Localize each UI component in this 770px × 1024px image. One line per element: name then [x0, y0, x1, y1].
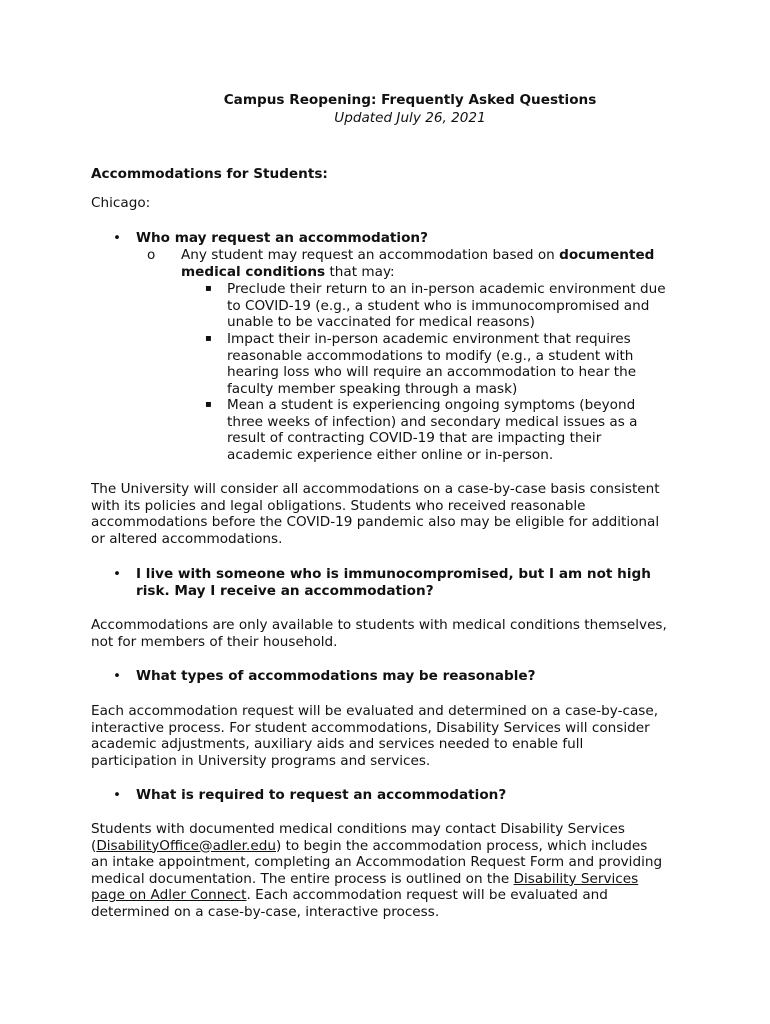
text-segment: three weeks of infection) and secondary medical issues as a	[227, 413, 638, 430]
text-line	[227, 397, 637, 414]
text-line	[136, 583, 651, 600]
text-line	[181, 264, 654, 281]
paragraph	[91, 703, 658, 769]
paragraph	[91, 821, 662, 921]
circle-bullet-icon: o	[147, 247, 156, 263]
text-segment: (	[91, 837, 97, 854]
text-line	[91, 753, 658, 770]
text-line	[91, 736, 658, 753]
text-segment: academic experience either online or in-person.	[227, 446, 554, 463]
square-bullet-icon: ▪	[205, 399, 212, 410]
text-segment: documented	[559, 247, 655, 263]
text-segment: accommodations before the COVID-19 pandemic also may be eligible for additional	[91, 514, 660, 531]
text-segment: that may:	[325, 263, 395, 280]
text-line	[136, 230, 428, 247]
list-item	[147, 247, 655, 280]
text-segment: Mean a student is experiencing ongoing symptoms (beyond	[227, 397, 636, 413]
text-line	[91, 617, 667, 634]
bullet-bullet-icon: •	[113, 230, 122, 246]
faq-question	[113, 566, 651, 599]
text-segment: not for members of their household.	[91, 633, 338, 650]
text-segment: Students with documented medical conditions may contact Disability Services	[91, 821, 625, 837]
text-line	[136, 668, 535, 685]
text-line	[227, 364, 636, 381]
bullet-bullet-icon: •	[113, 668, 122, 684]
square-bullet-icon: ▪	[205, 283, 212, 294]
text-line	[91, 904, 662, 921]
text-line	[227, 414, 637, 431]
text-segment: Impact their in-person academic environment that requires	[227, 331, 631, 347]
text-segment: academic adjustments, auxiliary aids and services needed to enable full	[91, 736, 584, 753]
link[interactable]: Disability Services	[513, 870, 639, 887]
paragraph	[91, 617, 667, 650]
text-line	[181, 247, 654, 264]
text-segment: faculty member speaking through a mask)	[227, 380, 518, 397]
text-segment: an intake appointment, completing an Accommodation Request Form and providing	[91, 854, 663, 871]
text-segment: Any student may request an accommodation based on	[181, 247, 560, 263]
text-line	[91, 821, 662, 838]
link[interactable]: DisabilityOffice@adler.edu	[96, 837, 276, 854]
text-segment: . Each accommodation request will be evaluated and	[246, 887, 608, 904]
faq-question	[113, 230, 428, 247]
text-segment: result of contracting COVID-19 that are impacting their	[227, 430, 602, 447]
text-segment: Each accommodation request will be evaluated and determined on a case-by-case,	[91, 703, 659, 719]
section-heading: Accommodations for Students:	[91, 166, 328, 182]
text-segment: interactive process. For student accommodations, Disability Services will consider	[91, 719, 650, 736]
text-segment: I live with someone who is immunocompromised, but I am not high	[136, 566, 651, 582]
text-line	[91, 838, 662, 855]
text-segment: Preclude their return to an in-person academic environment due	[227, 281, 666, 297]
text-line	[136, 787, 506, 804]
text-segment: ) to begin the accommodation process, which includes	[275, 837, 648, 854]
list-item	[205, 281, 666, 331]
text-segment: medical conditions	[181, 263, 326, 280]
text-segment: reasonable accommodations to modify (e.g., a student with	[227, 347, 634, 364]
text-line	[227, 348, 636, 365]
text-line	[227, 331, 636, 348]
paragraph	[91, 481, 660, 547]
text-line	[91, 498, 660, 515]
text-line	[91, 481, 660, 498]
list-item	[205, 397, 638, 463]
faq-question	[113, 787, 507, 804]
text-segment: with its policies and legal obligations. Students who received reasonable	[91, 497, 586, 514]
text-segment: participation in University programs and services.	[91, 752, 431, 769]
text-segment: Accommodations are only available to students with medical conditions themselves,	[91, 617, 667, 633]
list-item	[205, 331, 637, 397]
text-line	[227, 430, 637, 447]
page-title	[0, 92, 770, 109]
text-segment: medical documentation. The entire process is outlined on the	[91, 870, 514, 887]
faq-question	[113, 668, 536, 685]
text-line	[91, 634, 667, 651]
text-segment: determined on a case-by-case, interactive process.	[91, 903, 440, 920]
text-segment: What is required to request an accommodation?	[136, 787, 507, 803]
link[interactable]: page on Adler Connect	[91, 887, 247, 904]
text-segment: The University will consider all accommodations on a case-by-case basis consistent	[91, 481, 660, 497]
title-text: Campus Reopening: Frequently Asked Questions	[223, 92, 597, 108]
text-line	[227, 298, 666, 315]
text-line	[91, 703, 658, 720]
text-line	[227, 381, 636, 398]
bullet-bullet-icon: •	[113, 566, 122, 582]
text-line	[91, 531, 660, 548]
text-segment: hearing loss who will require an accommodation to hear the	[227, 364, 637, 381]
text-line	[91, 854, 662, 871]
text-segment: to COVID-19 (e.g., a student who is immunocompromised and	[227, 297, 650, 314]
text-segment: unable to be vaccinated for medical reasons)	[227, 314, 535, 331]
updated-date: Updated July 26, 2021	[334, 110, 486, 126]
text-segment: risk. May I receive an accommodation?	[136, 582, 434, 599]
bullet-bullet-icon: •	[113, 787, 122, 803]
text-line	[91, 514, 660, 531]
text-line	[91, 871, 662, 888]
text-line	[227, 447, 637, 464]
square-bullet-icon: ▪	[205, 333, 212, 344]
text-segment: Who may request an accommodation?	[136, 230, 428, 246]
text-line	[91, 720, 658, 737]
text-line	[91, 887, 662, 904]
text-segment: What types of accommodations may be reasonable?	[136, 668, 536, 684]
location-label: Chicago:	[91, 195, 151, 211]
text-line	[136, 566, 651, 583]
text-line	[227, 314, 666, 331]
text-segment: or altered accommodations.	[91, 530, 283, 547]
text-line	[227, 281, 666, 298]
